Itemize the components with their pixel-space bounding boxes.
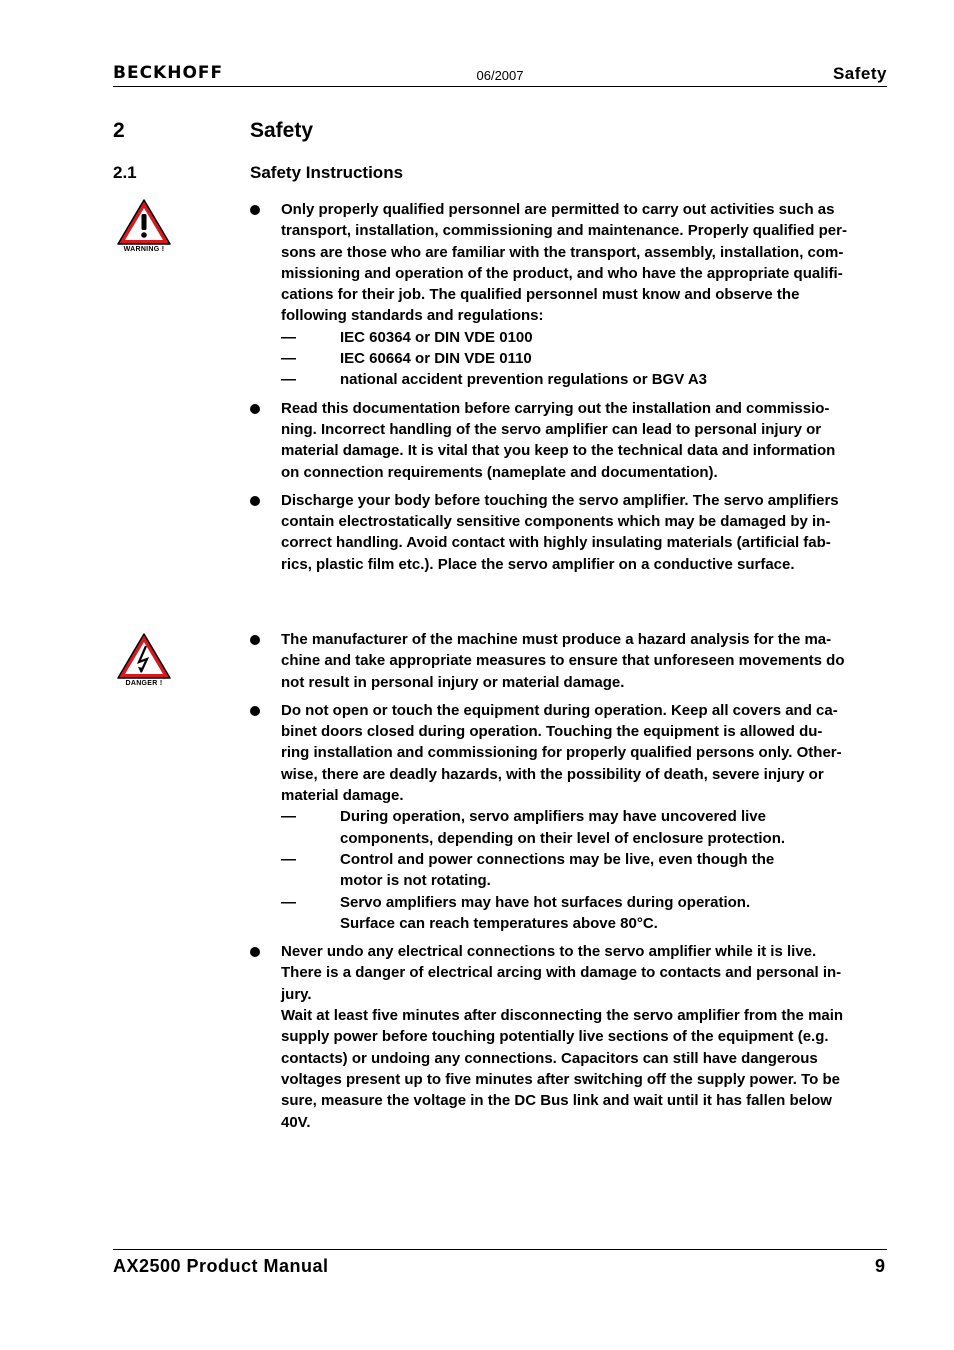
bullet-text-line: missioning and operation of the product, and who have the appropriate qualifi- xyxy=(281,264,843,282)
warning-instructions xyxy=(250,199,890,582)
chapter-number: 2 xyxy=(113,119,125,142)
bullet-dot-icon xyxy=(250,404,260,414)
bullet-text-line: binet doors closed during operation. Touching the equipment is allowed du- xyxy=(281,723,823,741)
sub-item-text-line: components, depending on their level of enclosure protection. xyxy=(340,829,786,847)
bullet-text-line: material damage. It is vital that you keep to the technical data and information xyxy=(281,442,836,460)
dash-mark: — xyxy=(281,350,296,368)
dash-mark: — xyxy=(281,328,296,346)
header-section-title: Safety xyxy=(832,64,887,83)
bullet-text-line: contacts) or undoing any connections. Capacitors can still have dangerous xyxy=(281,1049,818,1067)
bullet-text-line: voltages present up to five minutes after switching off the supply power. To be xyxy=(281,1070,840,1088)
bullet-text-line: ring installation and commissioning for properly qualified persons only. Other- xyxy=(281,744,842,762)
bullet-text-line: not result in personal injury or material damage. xyxy=(281,673,625,691)
dash-mark: — xyxy=(281,893,296,911)
bullet-text-line: Never undo any electrical connections to the servo amplifier while it is live. xyxy=(281,943,817,961)
bullet-item xyxy=(250,398,890,483)
bullet-text-line: ning. Incorrect handling of the servo amplifier can lead to personal injury or xyxy=(281,420,822,438)
bullet-item xyxy=(250,941,890,1133)
danger-label: DANGER ! xyxy=(125,680,163,687)
sub-item-text-line: motor is not rotating. xyxy=(340,872,491,890)
footer-manual-title: AX2500 Product Manual xyxy=(113,1256,329,1276)
warning-sign xyxy=(116,198,172,253)
bullet-text-line: on connection requirements (nameplate and documentation). xyxy=(281,463,718,481)
sub-item xyxy=(281,327,890,348)
bullet-text-line: rics, plastic film etc.). Place the servo amplifier on a conductive surface. xyxy=(281,555,795,573)
chapter-title: Safety xyxy=(250,119,314,142)
bullet-text-line: jury. xyxy=(281,985,312,1003)
page-number: 9 xyxy=(874,1256,885,1276)
sub-item xyxy=(281,369,890,390)
bullet-dot-icon xyxy=(250,635,260,645)
warning-label: WARNING ! xyxy=(123,246,165,253)
bullet-text-line: cations for their job. The qualified personnel must know and observe the xyxy=(281,286,800,304)
section-number: 2.1 xyxy=(113,163,137,182)
bullet-text-line: The manufacturer of the machine must produce a hazard analysis for the ma- xyxy=(281,631,832,648)
footer-rule xyxy=(113,1249,887,1250)
high-voltage-icon xyxy=(116,632,172,680)
bullet-text-line: contain electrostatically sensitive components which may be damaged by in- xyxy=(281,513,831,531)
bullet-text-line: correct handling. Avoid contact with highly insulating materials (artificial fab- xyxy=(281,534,831,552)
danger-sign xyxy=(116,632,172,687)
bullet-text-line: wise, there are deadly hazards, with the possibility of death, severe injury or xyxy=(281,765,824,783)
dash-mark: — xyxy=(281,808,296,826)
bullet-text-line: chine and take appropriate measures to ensure that unforeseen movements do xyxy=(281,652,845,670)
sub-item xyxy=(281,892,890,935)
header-date: 06/2007 xyxy=(476,68,524,83)
bullet-item xyxy=(250,629,890,693)
bullet-text-line: supply power before touching potentially live sections of the equipment (e.g. xyxy=(281,1028,829,1046)
bullet-text-line: Discharge your body before touching the servo amplifier. The servo amplifiers xyxy=(281,491,839,509)
danger-instructions xyxy=(250,629,890,1140)
bullet-text-line: There is a danger of electrical arcing with damage to contacts and personal in- xyxy=(281,964,842,982)
bullet-text-line: material damage. xyxy=(281,787,404,805)
sub-item-text-line: IEC 60664 or DIN VDE 0110 xyxy=(340,350,532,368)
bullet-dot-icon xyxy=(250,496,260,506)
sub-item-text-line: IEC 60364 or DIN VDE 0100 xyxy=(340,328,533,346)
bullet-dot-icon xyxy=(250,947,260,957)
bullet-text-line: sons are those who are familiar with the transport, assembly, installation, com- xyxy=(281,243,844,261)
bullet-item xyxy=(250,199,890,391)
bullet-text-line: transport, installation, commissioning and maintenance. Properly qualified per- xyxy=(281,222,847,240)
warning-triangle-icon xyxy=(116,198,172,246)
sub-item-text-line: Control and power connections may be live, even though the xyxy=(340,850,775,868)
sub-item-text-line: Surface can reach temperatures above 80°C. xyxy=(340,914,658,932)
bullet-text-line: Only properly qualified personnel are permitted to carry out activities such as xyxy=(281,201,835,218)
sub-item-text-line: Servo amplifiers may have hot surfaces during operation. xyxy=(340,893,751,911)
sub-item xyxy=(281,806,890,849)
bullet-text-line: 40V. xyxy=(281,1113,311,1131)
bullet-item xyxy=(250,490,890,575)
bullet-text-line: sure, measure the voltage in the DC Bus link and wait until it has fallen below xyxy=(281,1092,832,1110)
brand-logo: BECKHOFF xyxy=(113,63,224,83)
sub-item-text-line: national accident prevention regulations or BGV A3 xyxy=(340,371,708,389)
dash-mark: — xyxy=(281,371,296,389)
header-rule xyxy=(113,86,887,87)
bullet-dot-icon xyxy=(250,205,260,215)
bullet-item xyxy=(250,700,890,934)
bullet-text-line: following standards and regulations: xyxy=(281,307,544,325)
section-title: Safety Instructions xyxy=(250,163,404,182)
bullet-text-line: Do not open or touch the equipment during operation. Keep all covers and ca- xyxy=(281,701,838,719)
sub-item-text-line: During operation, servo amplifiers may have uncovered live xyxy=(340,808,766,826)
sub-item xyxy=(281,849,890,892)
dash-mark: — xyxy=(281,850,296,868)
bullet-text-line: Wait at least five minutes after disconnecting the servo amplifier from the main xyxy=(281,1007,844,1025)
bullet-text-line: Read this documentation before carrying out the installation and commissio- xyxy=(281,399,830,417)
sub-item xyxy=(281,348,890,369)
bullet-dot-icon xyxy=(250,706,260,716)
